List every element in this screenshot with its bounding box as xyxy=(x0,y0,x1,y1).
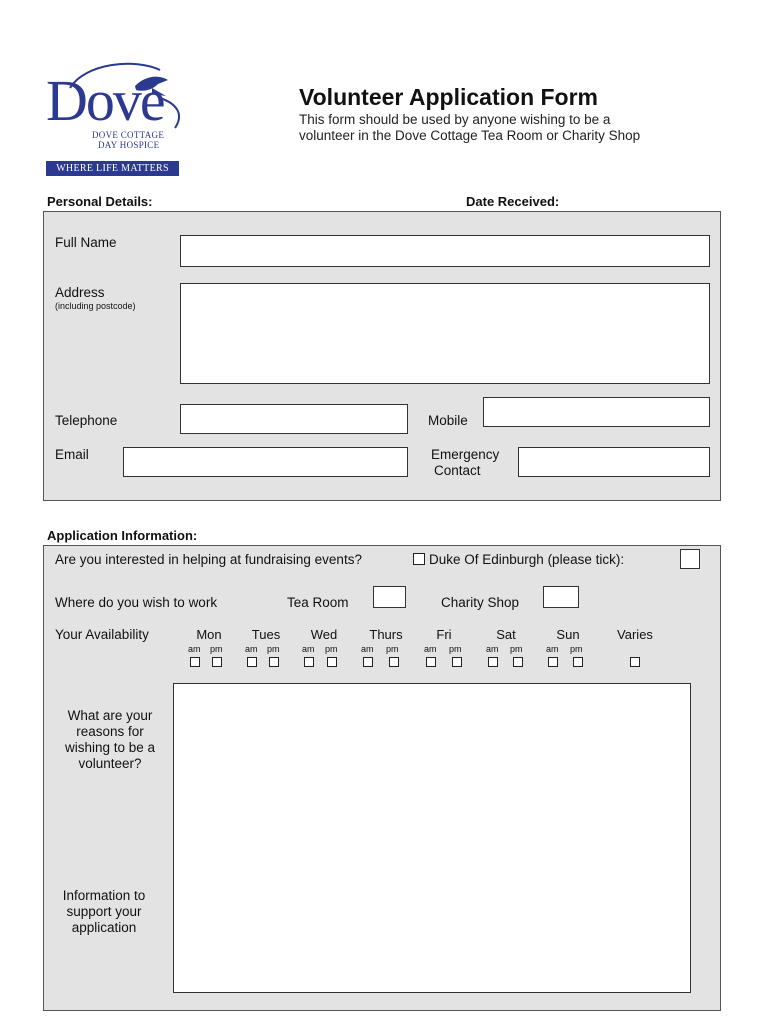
full-name-field[interactable] xyxy=(180,235,710,267)
tea-room-checkbox[interactable] xyxy=(373,586,406,608)
address-field[interactable] xyxy=(180,283,710,384)
logo-tagline: WHERE LIFE MATTERS xyxy=(46,161,179,176)
tues-am-label: am xyxy=(245,644,258,654)
logo xyxy=(40,58,190,178)
address-hint: (including postcode) xyxy=(55,301,136,311)
charity-shop-checkbox[interactable] xyxy=(543,586,579,608)
emergency-line2: Contact xyxy=(434,463,481,478)
application-info-heading: Application Information: xyxy=(47,528,198,543)
wed-pm-label: pm xyxy=(325,644,338,654)
reasons-label xyxy=(55,708,165,772)
day-sat: Sat xyxy=(496,627,516,642)
subtitle-line1: This form should be used by anyone wishing to be a xyxy=(299,112,611,127)
telephone-label: Telephone xyxy=(55,413,118,428)
personal-details-heading: Personal Details: xyxy=(47,194,153,209)
duke-of-edinburgh-checkbox[interactable] xyxy=(680,549,700,569)
reasons-line3: wishing to be a xyxy=(64,740,156,755)
where-work-label: Where do you wish to work xyxy=(55,595,218,610)
logo-line1: DOVE COTTAGE xyxy=(92,130,165,140)
fri-am-label: am xyxy=(424,644,437,654)
thurs-pm-checkbox[interactable] xyxy=(389,657,399,667)
info-line3: application xyxy=(71,920,137,935)
tues-am-checkbox[interactable] xyxy=(247,657,257,667)
mobile-label: Mobile xyxy=(428,413,468,428)
varies-label: Varies xyxy=(617,627,653,642)
mon-pm-label: pm xyxy=(210,644,223,654)
logo-wordmark: Dove xyxy=(46,68,164,133)
info-line2: support your xyxy=(66,904,142,919)
tues-pm-label: pm xyxy=(267,644,280,654)
day-tues: Tues xyxy=(251,627,281,642)
thurs-am-checkbox[interactable] xyxy=(363,657,373,667)
reasons-textarea[interactable] xyxy=(173,683,691,993)
reasons-line2: reasons for xyxy=(76,724,144,739)
fri-pm-checkbox[interactable] xyxy=(452,657,462,667)
subtitle-line2: volunteer in the Dove Cottage Tea Room or Charity Shop xyxy=(299,128,641,143)
varies-checkbox[interactable] xyxy=(630,657,640,667)
sun-am-checkbox[interactable] xyxy=(548,657,558,667)
sat-am-label: am xyxy=(486,644,499,654)
address-label: Address xyxy=(55,285,105,300)
day-wed: Wed xyxy=(310,627,338,642)
mon-am-checkbox[interactable] xyxy=(190,657,200,667)
reasons-line1: What are your xyxy=(67,708,153,723)
mon-pm-checkbox[interactable] xyxy=(212,657,222,667)
day-fri: Fri xyxy=(436,627,452,642)
charity-shop-label: Charity Shop xyxy=(441,595,520,610)
mobile-field[interactable] xyxy=(483,397,710,427)
sun-pm-label: pm xyxy=(570,644,583,654)
fundraising-question: Are you interested in helping at fundraising events? xyxy=(55,552,362,567)
fri-pm-label: pm xyxy=(449,644,462,654)
wed-am-label: am xyxy=(302,644,315,654)
sat-pm-checkbox[interactable] xyxy=(513,657,523,667)
emergency-contact-field[interactable] xyxy=(518,447,710,477)
day-thurs: Thurs xyxy=(369,627,403,642)
email-field[interactable] xyxy=(123,447,408,477)
sat-pm-label: pm xyxy=(510,644,523,654)
reasons-line4: volunteer? xyxy=(78,756,142,771)
thurs-am-label: am xyxy=(361,644,374,654)
telephone-field[interactable] xyxy=(180,404,408,434)
fundraising-checkbox[interactable] xyxy=(413,553,425,565)
availability-label: Your Availability xyxy=(55,627,149,642)
mon-am-label: am xyxy=(188,644,201,654)
emergency-line1: Emergency xyxy=(431,447,500,462)
tues-pm-checkbox[interactable] xyxy=(269,657,279,667)
email-label: Email xyxy=(55,447,89,462)
logo-line2: DAY HOSPICE xyxy=(98,140,160,150)
emergency-contact-label xyxy=(431,447,499,479)
sun-pm-checkbox[interactable] xyxy=(573,657,583,667)
form-subtitle xyxy=(299,112,719,144)
fri-am-checkbox[interactable] xyxy=(426,657,436,667)
info-label xyxy=(49,888,159,936)
form-title: Volunteer Application Form xyxy=(299,84,599,110)
date-received-label: Date Received: xyxy=(466,194,560,209)
sat-am-checkbox[interactable] xyxy=(488,657,498,667)
wed-am-checkbox[interactable] xyxy=(304,657,314,667)
thurs-pm-label: pm xyxy=(386,644,399,654)
full-name-label: Full Name xyxy=(55,235,117,250)
day-mon: Mon xyxy=(196,627,222,642)
sun-am-label: am xyxy=(546,644,559,654)
wed-pm-checkbox[interactable] xyxy=(327,657,337,667)
info-line1: Information to xyxy=(62,888,146,903)
duke-of-edinburgh-label: Duke Of Edinburgh (please tick): xyxy=(429,552,625,567)
tea-room-label: Tea Room xyxy=(287,595,349,610)
day-sun: Sun xyxy=(556,627,580,642)
